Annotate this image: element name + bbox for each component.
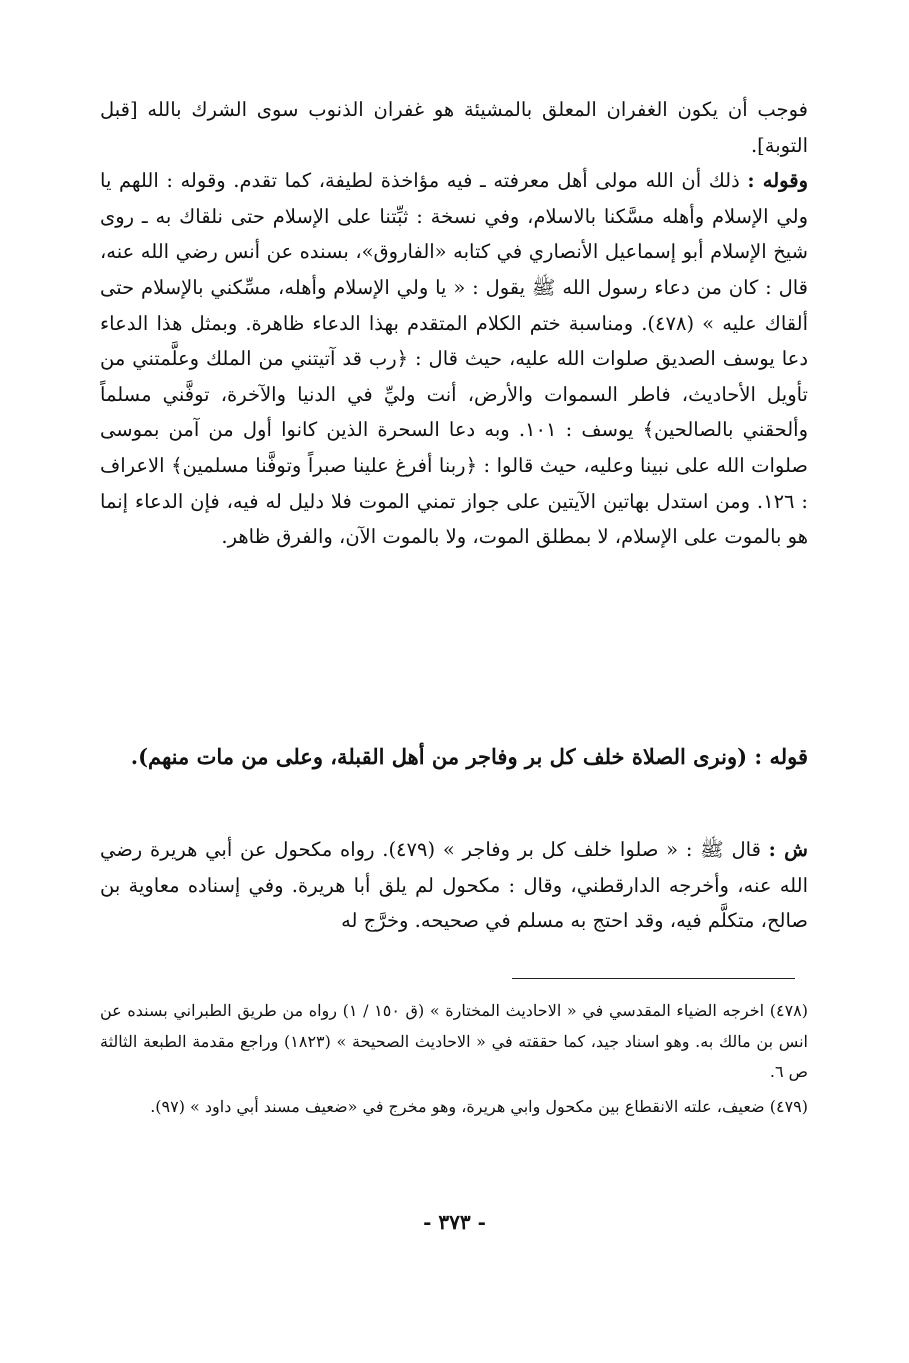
paragraph-2	[100, 163, 808, 555]
footnote-divider	[512, 978, 795, 979]
matn-heading	[100, 738, 808, 775]
paragraph-1: فوجب أن يكون الغفران المعلق بالمشيئة هو غفران الذنوب سوى الشرك بالله [قبل التوبة].	[100, 98, 808, 157]
paragraph-2-lead: وقوله :	[747, 169, 808, 193]
footnote-478: (٤٧٨) اخرجه الضياء المقدسي في « الاحاديث المختارة » (ق ١٥٠ / ١) رواه من طريق الطبراني بسنده عن انس بن مالك به. وهو اسناد جيد، كما حققته في « الاحاديث الصحيحة » (١٨٢٣) وراجع مقدمة الطبعة الثالثة ص ٦.	[100, 1001, 809, 1081]
footnote-479: (٤٧٩) ضعيف، علته الانقطاع بين مكحول وابي هريرة، وهو مخرج في «ضعيف مسند أبي داود » (٩٧).	[150, 1096, 808, 1116]
matn-text: (ونرى الصلاة خلف كل بر وفاجر من أهل القبلة، وعلى من مات منهم).	[130, 744, 748, 769]
page-number: - ٣٧٣ -	[423, 1210, 486, 1234]
footnotes	[100, 996, 808, 1126]
matn-lead: قوله :	[754, 744, 808, 769]
sharh-text	[100, 832, 808, 939]
sharh-body: قال ﷺ : « صلوا خلف كل بر وفاجر » (٤٧٩). رواه مكحول عن أبي هريرة رضي الله عنه، وأخرجه الدارقطني، وقال : مكحول لم يلق أبا هريرة. وفي إسناده معاوية بن صالح، متكلَّم فيه، وقد احتج به مسلم في صحيحه. وخرَّج له	[100, 838, 808, 933]
sharh-lead: ش :	[768, 838, 808, 861]
main-text	[100, 92, 808, 555]
paragraph-2-body: ذلك أن الله مولى أهل معرفته ـ فيه مؤاخذة لطيفة، كما تقدم. وقوله : اللهم يا ولي الإسلام وأهله مسَّكنا بالاسلام، وفي نسخة : ثبِّتنا على الإسلام حتى نلقاك به ـ روى شيخ الإسلام أبو إسماعيل الأنصاري في كتابه «الفاروق»، بسنده عن أنس رضي الله عنه، قال : كان من دعاء رسول الله ﷺ يقول : « يا ولي الإسلام وأهله، مسِّكني بالإسلام حتى ألقاك عليه » (٤٧٨). ومناسبة ختم الكلام المتقدم بهذا الدعاء ظاهرة. وبمثل هذا الدعاء دعا يوسف الصديق صلوات الله عليه، حيث قال : ﴿رب قد آتيتني من الملك وعلَّمتني من تأويل الأحاديث، فاطر السموات والأرض، أنت وليِّ في الدنيا والآخرة، توفَّني مسلماً وألحقني بالصالحين﴾ يوسف : ١٠١. وبه دعا السحرة الذين كانوا أول من آمن بموسى صلوات الله على نبينا وعليه، حيث قالوا : ﴿ربنا أفرغ علينا صبراً وتوفَّنا مسلمين﴾ الاعراف : ١٢٦. ومن استدل بهاتين الآيتين على جواز تمني الموت فلا دليل له فيه، فإن الدعاء إنما هو بالموت على الإسلام، لا بمطلق الموت، ولا بالموت الآن، والفرق ظاهر.	[100, 169, 808, 549]
